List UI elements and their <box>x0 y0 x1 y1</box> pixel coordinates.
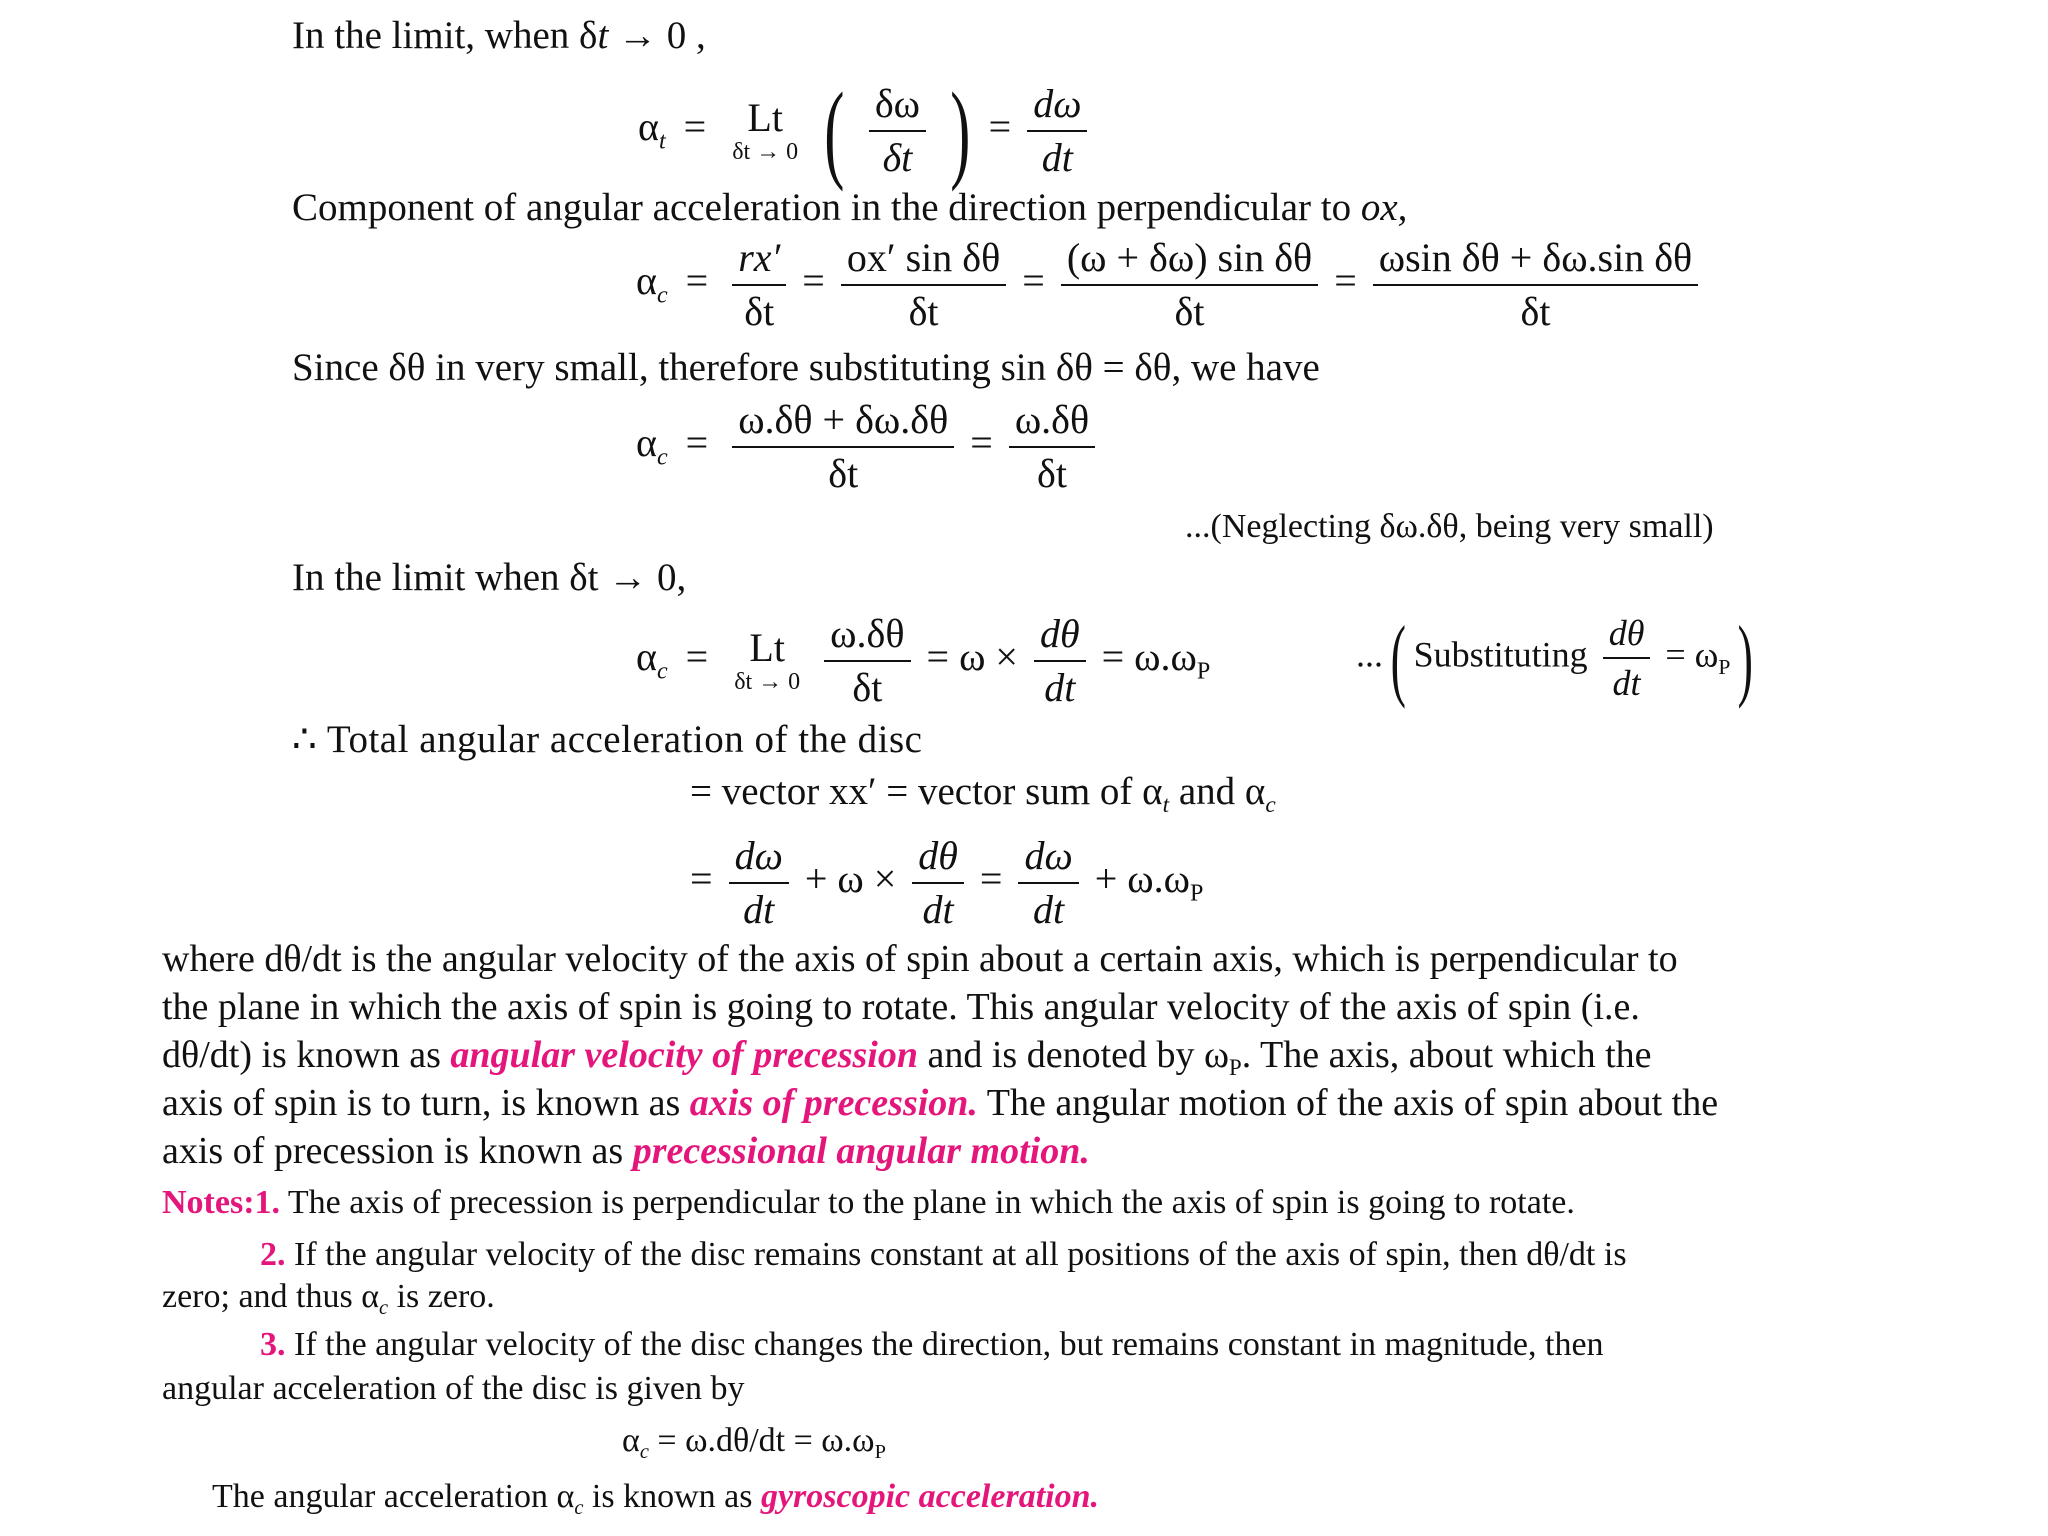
intro-limit-line <box>292 16 706 55</box>
note-2-cont: zero; and thus $\alpha_c$ is zero. <box>162 1278 495 1320</box>
equation-total: = $\frac{d\omega}{dt}$ + ω × $\frac{d\theta}{dt}$ = $\frac{d\omega}{dt}$ + $\omega.\omega_P$ <box>690 833 1204 932</box>
fraction-ox-sin-dt: $\frac{\text{ox′ sin δθ}}{\delta t}$ <box>841 238 1006 332</box>
term-angular-velocity-precession: angular velocity of precession <box>450 1034 918 1076</box>
vector-line: = vector xx′ = vector sum of $\alpha_t$ and $\alpha_c$ <box>690 770 1276 819</box>
limit-operator <box>732 95 799 165</box>
alpha-symbol: α <box>638 104 659 150</box>
component-text: Component of angular acceleration in the direction perpendicular to <box>292 186 1361 229</box>
equation-alpha-c-simplified: $\alpha_c$ = $\frac{\omega.\delta\theta + \delta\omega.\delta\theta}{\delta t}$ = $\frac{\omega.\delta\theta}{\delta t}$ <box>636 400 1101 494</box>
paragraph-line-4: axis of spin is to turn, is known as axis of precession. The angular motion of the axis of spin about the <box>162 1082 1719 1124</box>
term-gyroscopic-acceleration: gyroscopic acceleration. <box>760 1478 1099 1515</box>
right-paren: ) <box>950 70 971 192</box>
fraction-omega-dtheta: $\frac{\omega.\delta\theta}{\delta t}$ <box>1009 400 1095 494</box>
neglect-note: ...(Neglecting δω.δθ, being very small) <box>1185 508 1714 545</box>
fraction-dtheta-dt: $\frac{d\theta}{dt}$ <box>1034 614 1086 708</box>
fraction-d-omega-dt: $\frac{d\omega}{dt}$ <box>1027 84 1087 178</box>
term-precessional-motion: precessional angular motion. <box>632 1130 1090 1172</box>
equation-alpha-c-expanded: $\alpha_c$ = $\frac{rx'}{\delta t}$ = $\frac{\text{ox′ sin δθ}}{\delta t}$ = $\frac{\text{(ω + δω) sin δθ}}{\delta t}$ = $\frac{\text{ωsin δθ + δω.sin δθ}}{\delta t}$ <box>636 238 1704 332</box>
limit-operator: Lt δt → 0 <box>734 625 801 695</box>
intro-text: In the limit, when <box>292 14 580 57</box>
delta-symbol: δ <box>579 14 598 57</box>
equation-gyroscopic: $\alpha_c = \omega.d\theta/dt = \omega.\omega_P$ <box>622 1422 886 1464</box>
fraction-omega-sum-sin-dt: $\frac{\text{(ω + δω) sin δθ}}{\delta t}$ <box>1061 238 1318 332</box>
note-3-cont: angular acceleration of the disc is given by <box>162 1370 745 1407</box>
alpha-symbol: α <box>636 258 657 304</box>
limit-label: Lt <box>747 95 783 140</box>
substituting-note: ...( Substituting $\frac{d\theta}{dt}$ = $\omega_P$) <box>1356 607 1754 709</box>
term-axis-precession: axis of precession. <box>689 1082 978 1124</box>
fraction-domega-dt: $\frac{\delta\omega}{\delta t}$ <box>869 84 926 178</box>
left-paren: ( <box>824 70 845 192</box>
paragraph-line-3: dθ/dt) is known as angular velocity of precession and is denoted by $\omega_P$. The axis, about which the <box>162 1034 1652 1080</box>
equals-sign: = <box>685 258 709 304</box>
note-3: 3. If the angular velocity of the disc changes the direction, but remains constant in magnitude, then <box>260 1326 1604 1363</box>
limit-line-2: In the limit when δt → 0, <box>292 556 687 599</box>
fraction-expanded-dt: $\frac{\text{ωsin δθ + δω.sin δθ}}{\delta t}$ <box>1373 238 1698 332</box>
note-2: 2. If the angular velocity of the disc remains constant at all positions of the axis of spin, then dθ/dt is <box>260 1236 1627 1273</box>
equation-alpha-t <box>638 70 1093 192</box>
total-line: ∴ Total angular acceleration of the disc <box>292 718 923 761</box>
arrow-zero: → 0 , <box>608 14 706 57</box>
t-symbol: t <box>597 14 609 57</box>
fraction-omega-dtheta-sum: $\frac{\omega.\delta\theta + \delta\omega.\delta\theta}{\delta t}$ <box>732 400 954 494</box>
final-line: The angular acceleration $\alpha_c$ is known as gyroscopic acceleration. <box>212 1478 1099 1520</box>
paragraph-line-5: axis of precession is known as precessional angular motion. <box>162 1130 1090 1172</box>
note-1: Notes:1. The axis of precession is perpendicular to the plane in which the axis of spin is going to rotate. <box>162 1184 1575 1221</box>
equals-sign: = <box>683 104 707 150</box>
alpha-subscript: t <box>658 128 666 155</box>
fraction-rx-dt: $\frac{rx'}{\delta t}$ <box>732 238 786 332</box>
component-line <box>292 188 1407 227</box>
paragraph-line-2: the plane in which the axis of spin is going to rotate. This angular velocity of the axis of spin (i.e. <box>162 986 1640 1028</box>
equals-sign-2: = <box>988 104 1012 150</box>
limit-subscript: δt → 0 <box>732 139 799 165</box>
fraction-dtheta-dt-note: $\frac{d\theta}{dt}$ <box>1603 615 1651 701</box>
fraction-omega-dtheta-dt: $\frac{\omega.\delta\theta}{\delta t}$ <box>824 614 910 708</box>
paragraph-line-1: where dθ/dt is the angular velocity of the axis of spin about a certain axis, which is perpendicular to <box>162 938 1678 980</box>
ox-symbol: ox, <box>1360 186 1408 229</box>
since-line: Since δθ in very small, therefore substituting sin δθ = δθ, we have <box>292 346 1320 389</box>
notes-label: Notes: <box>162 1184 255 1221</box>
equation-alpha-c-limit: $\alpha_c$ = Lt δt → 0 $\frac{\omega.\delta\theta}{\delta t}$ = ω × $\frac{d\theta}{dt}$ = $\omega.\omega_P$ <box>636 611 1211 710</box>
alpha-subscript: c <box>656 282 668 309</box>
